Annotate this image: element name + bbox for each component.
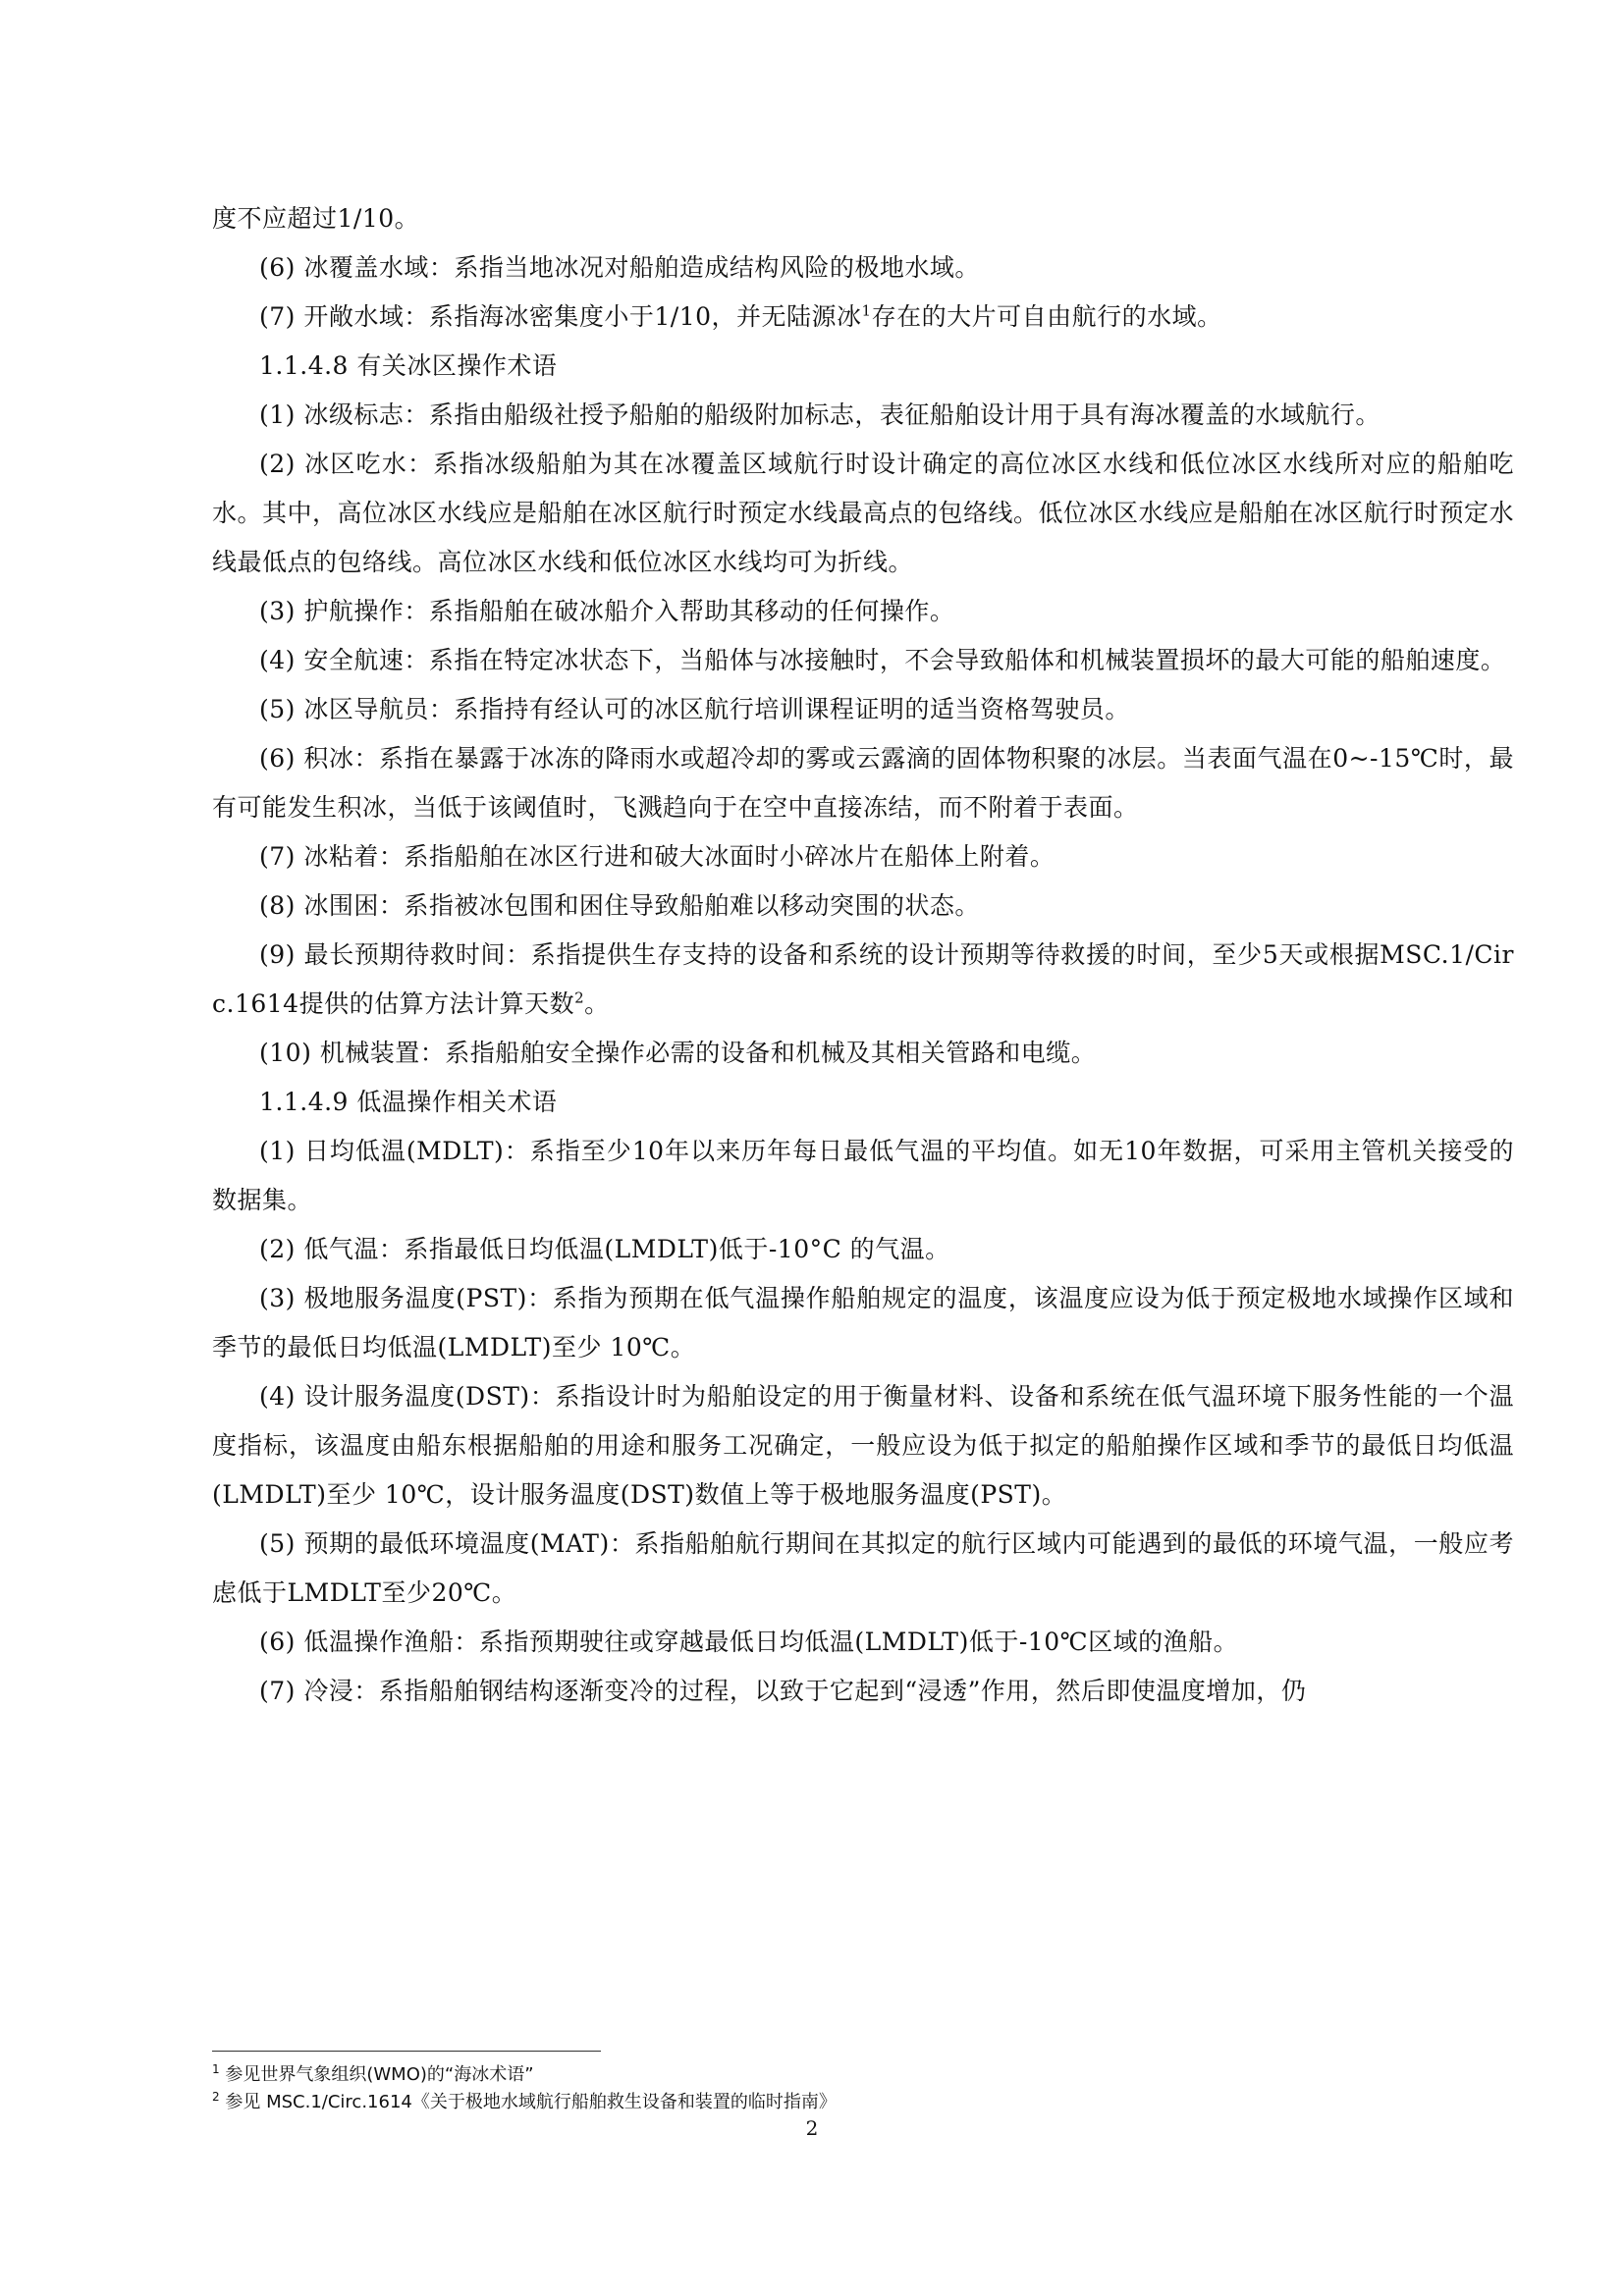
paragraph	[212, 243, 1514, 293]
section-heading	[212, 342, 1514, 391]
footnote-mark: 2	[212, 2090, 220, 2104]
paragraph-text: (10) 机械装置：系指船舶安全操作必需的设备和机械及其相关管路和电缆。	[259, 1039, 1097, 1067]
paragraph	[212, 1225, 1514, 1274]
page-number: 2	[805, 2116, 819, 2140]
paragraph	[212, 194, 1514, 243]
paragraph	[212, 931, 1514, 1029]
footnote-divider	[212, 2051, 601, 2052]
paragraph	[212, 1667, 1514, 1716]
paragraph-text: (2) 低气温：系指最低日均低温(LMDLT)低于-10°C 的气温。	[259, 1235, 950, 1263]
paragraph	[212, 832, 1514, 881]
paragraph-text: (3) 护航操作：系指船舶在破冰船介入帮助其移动的任何操作。	[259, 597, 955, 625]
paragraph-text: (7) 冰粘着：系指船舶在冰区行进和破大冰面时小碎冰片在船体上附着。	[259, 842, 1056, 871]
paragraph-text: (1) 日均低温(MDLT)：系指至少10年以来历年每日最低气温的平均值。如无10年数据，可采用主管机关接受的数据集。	[212, 1137, 1514, 1214]
footnotes	[212, 2061, 1514, 2116]
footnote-text: 参见 MSC.1/Circ.1614《关于极地水域航行船舶救生设备和装置的临时指南》	[219, 2092, 837, 2112]
paragraph-text-continued: 。	[584, 989, 610, 1018]
paragraph	[212, 1274, 1514, 1372]
paragraph-text: (5) 预期的最低环境温度(MAT)：系指船舶航行期间在其拟定的航行区域内可能遇到的最低的环境气温，一般应考虑低于LMDLT至少20℃。	[212, 1529, 1514, 1607]
paragraph-text: 1.1.4.9 低温操作相关术语	[259, 1088, 558, 1116]
paragraph-text: (6) 冰覆盖水域：系指当地冰况对船舶造成结构风险的极地水域。	[259, 253, 980, 282]
paragraph-text: (4) 安全航速：系指在特定冰状态下，当船体与冰接触时，不会导致船体和机械装置损坏的最大可能的船舶速度。	[259, 646, 1506, 674]
paragraph-text: 1.1.4.8 有关冰区操作术语	[259, 351, 558, 380]
paragraph	[212, 734, 1514, 832]
paragraph	[212, 1127, 1514, 1225]
footnote	[212, 2089, 1514, 2116]
paragraph	[212, 685, 1514, 734]
paragraph-text: (6) 积冰：系指在暴露于冰冻的降雨水或超冷却的雾或云露滴的固体物积聚的冰层。当表面气温在0~-15℃时，最有可能发生积冰，当低于该阈值时，飞溅趋向于在空中直接冻结，而不附着于表面。	[212, 744, 1514, 822]
paragraph-text: (5) 冰区导航员：系指持有经认可的冰区航行培训课程证明的适当资格驾驶员。	[259, 695, 1130, 723]
body-text	[212, 194, 1514, 1716]
paragraph	[212, 1618, 1514, 1667]
paragraph	[212, 440, 1514, 587]
section-heading	[212, 1078, 1514, 1127]
paragraph	[212, 293, 1514, 342]
footnote-reference: 2	[574, 988, 585, 1007]
paragraph	[212, 391, 1514, 440]
paragraph-text: (7) 冷浸：系指船舶钢结构逐渐变冷的过程，以致于它起到“浸透”作用，然后即使温度增加，仍	[259, 1677, 1307, 1705]
paragraph-text: (9) 最长预期待救时间：系指提供生存支持的设备和系统的设计预期等待救援的时间，至少5天或根据MSC.1/Circ.1614提供的估算方法计算天数	[212, 940, 1514, 1018]
paragraph	[212, 1372, 1514, 1520]
footnote	[212, 2061, 1514, 2089]
paragraph	[212, 587, 1514, 636]
paragraph-text: (4) 设计服务温度(DST)：系指设计时为船舶设定的用于衡量材料、设备和系统在低气温环境下服务性能的一个温度指标，该温度由船东根据船舶的用途和服务工况确定，一般应设为低于拟定的船舶操作区域和季节的最低日均低温(LMDLT)至少 10℃，设计服务温度(DST)数值上等于极地服务温度(PST)。	[212, 1382, 1514, 1509]
paragraph	[212, 1029, 1514, 1078]
footnote-text: 参见世界气象组织(WMO)的“海冰术语”	[219, 2064, 534, 2085]
paragraph-text-continued: 存在的大片可自由航行的水域。	[871, 302, 1222, 331]
paragraph-text: (2) 冰区吃水：系指冰级船舶为其在冰覆盖区域航行时设计确定的高位冰区水线和低位冰区水线所对应的船舶吃水。其中，高位冰区水线应是船舶在冰区航行时预定水线最高点的包络线。低位冰区水线应是船舶在冰区航行时预定水线最低点的包络线。高位冰区水线和低位冰区水线均可为折线。	[212, 450, 1515, 576]
paragraph	[212, 1520, 1514, 1618]
paragraph-text: 度不应超过1/10。	[212, 204, 420, 233]
paragraph-text: (8) 冰围困：系指被冰包围和困住导致船舶难以移动突围的状态。	[259, 891, 980, 920]
footnote-mark: 1	[212, 2062, 220, 2076]
paragraph-text: (7) 开敞水域：系指海冰密集度小于1/10，并无陆源冰	[259, 302, 862, 331]
footnote-reference: 1	[861, 301, 872, 320]
paragraph-text: (3) 极地服务温度(PST)：系指为预期在低气温操作船舶规定的温度，该温度应设为低于预定极地水域操作区域和季节的最低日均低温(LMDLT)至少 10℃。	[212, 1284, 1514, 1362]
paragraph	[212, 881, 1514, 931]
paragraph	[212, 636, 1514, 685]
paragraph-text: (1) 冰级标志：系指由船级社授予船舶的船级附加标志，表征船舶设计用于具有海冰覆盖的水域航行。	[259, 400, 1380, 429]
paragraph-text: (6) 低温操作渔船：系指预期驶往或穿越最低日均低温(LMDLT)低于-10℃区域的渔船。	[259, 1628, 1239, 1656]
